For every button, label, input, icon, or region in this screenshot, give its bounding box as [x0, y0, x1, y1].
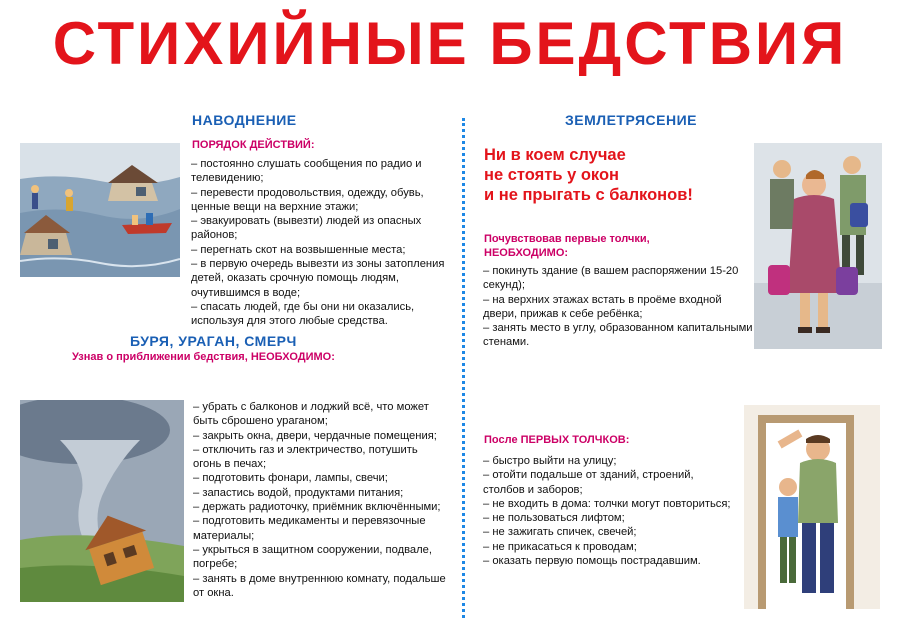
list-item: – отключить газ и электричество, потушить огонь в печах;	[193, 443, 418, 471]
earthquake-warning	[484, 145, 759, 205]
list-item: – перегнать скот на возвышенные места;	[191, 243, 406, 256]
warning-line: Ни в коем случае	[484, 146, 626, 164]
flood-subheading: ПОРЯДОК ДЕЙСТВИЙ:	[192, 139, 315, 151]
list-item: – в первую очередь вывезти из зоны затопления детей, оказать срочную помощь людям, очутившимся в воде;	[191, 258, 445, 299]
after-tremors-list	[483, 454, 733, 568]
list-item: – быстро выйти на улицу;	[483, 455, 617, 467]
storm-subheading: Узнав о приближении бедствия, НЕОБХОДИМО:	[72, 351, 335, 363]
list-item: – укрыться в защитном сооружении, подвале, погребе;	[193, 543, 433, 571]
flood-heading: НАВОДНЕНИЕ	[192, 112, 297, 128]
tornado-illustration	[20, 400, 184, 602]
storm-actions-list	[193, 400, 448, 600]
evacuation-illustration	[754, 143, 882, 349]
list-item: – не зажигать спичек, свечей;	[483, 526, 637, 539]
list-item: – подготовить медикаменты и перевязочные материалы;	[193, 515, 426, 542]
list-item: – спасать людей, где бы они ни оказались, используя для этого любые средства.	[191, 300, 415, 328]
list-item: – не пользоваться лифтом;	[483, 512, 625, 525]
after-heading-caps: ПЕРВЫХ ТОЛЧКОВ:	[520, 434, 630, 446]
list-item: – перевести продовольствия, одежду, обувь, ценные вещи на верхние этажи;	[191, 186, 424, 213]
list-item: – занять в доме внутреннюю комнату, подальше от окна.	[193, 572, 446, 599]
list-item: – отойти подальше от зданий, строений, столбов и заборов;	[483, 469, 694, 496]
column-divider	[462, 118, 465, 618]
list-item: – не прикасаться к проводам;	[483, 540, 637, 553]
list-item: – не входить в дома: толчки могут повториться;	[483, 497, 731, 510]
first-tremors-list	[483, 264, 753, 350]
list-item: – эвакуировать (вывезти) людей из опасных районов;	[191, 215, 422, 242]
poster-title: СТИХИЙНЫЕ БЕДСТВИЯ	[52, 10, 848, 77]
storm-heading: БУРЯ, УРАГАН, СМЕРЧ	[130, 333, 297, 349]
flood-actions-list	[191, 157, 461, 329]
warning-line: не стоять у окон	[484, 166, 619, 184]
earthquake-heading: ЗЕМЛЕТРЯСЕНИЕ	[565, 112, 697, 128]
list-item: – покинуть здание (в вашем распоряжении 15-20 секунд);	[483, 265, 739, 292]
after-heading-prefix: После	[484, 434, 521, 446]
flood-illustration	[20, 143, 180, 277]
list-item: – постоянно слушать сообщения по радио и телевидению;	[191, 158, 422, 185]
doorway-illustration	[744, 405, 880, 609]
list-item: – закрыть окна, двери, чердачные помещения;	[193, 429, 437, 442]
after-tremors-heading	[484, 434, 629, 446]
list-item: – на верхних этажах встать в проёме входной двери, прижав к себе ребёнка;	[483, 293, 722, 320]
first-tremors-heading	[484, 232, 650, 260]
list-item: – подготовить фонари, лампы, свечи;	[193, 472, 388, 485]
list-item: – держать радиоточку, приёмник включёнными;	[193, 501, 441, 514]
list-item: – запастись водой, продуктами питания;	[193, 486, 404, 499]
list-item: – оказать первую помощь пострадавшим.	[483, 555, 701, 568]
list-item: – убрать с балконов и лоджий всё, что может быть сброшено ураганом;	[193, 401, 429, 428]
first-tremors-line: Почувствовав первые толчки,	[484, 233, 650, 245]
list-item: – занять место в углу, образованном капитальными стенами.	[483, 322, 753, 349]
first-tremors-line: НЕОБХОДИМО:	[484, 247, 569, 259]
warning-line: и не прыгать с балконов!	[484, 186, 693, 204]
